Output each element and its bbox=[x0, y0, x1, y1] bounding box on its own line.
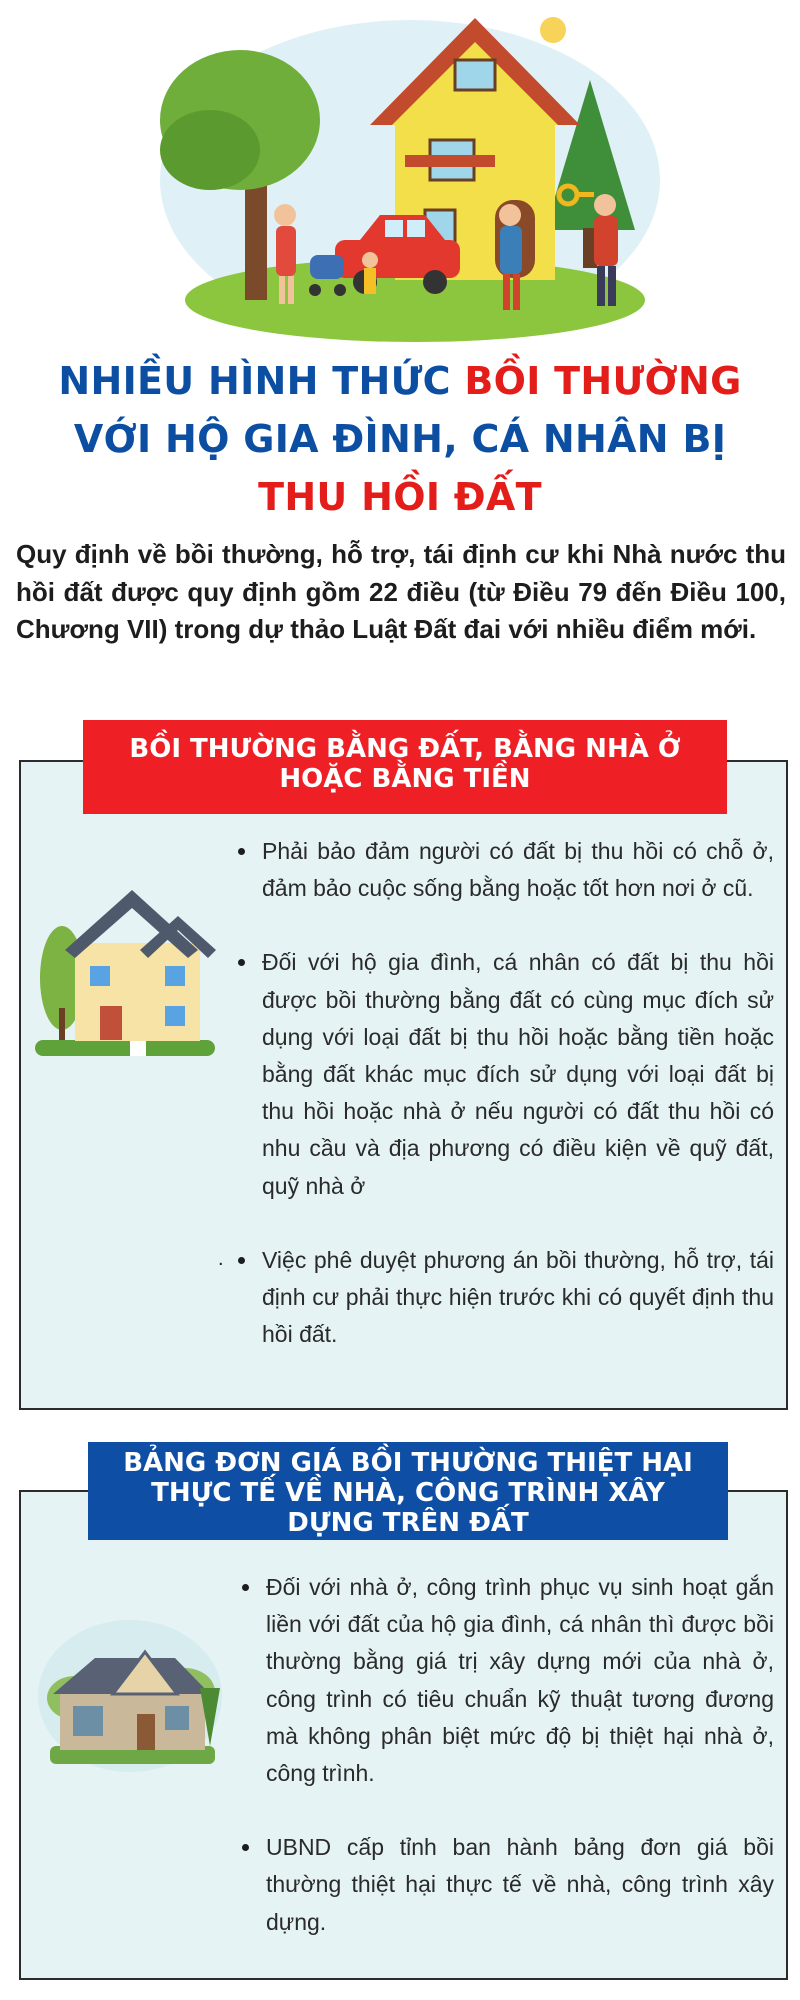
section2-bullet-list bbox=[266, 1569, 774, 1978]
house-icon bbox=[30, 888, 220, 1073]
intro-paragraph: Quy định về bồi thường, hỗ trợ, tái định cư khi Nhà nước thu hồi đất được quy định gồm 22 điều (từ Điều 79 đến Điều 100, Chương VII) trong dự thảo Luật Đất đai với nhiều điểm mới. bbox=[16, 539, 786, 644]
title-line1-b: BỒI THƯỜNG bbox=[464, 359, 742, 403]
woman-figure bbox=[274, 204, 296, 226]
section1-stray-mark: . bbox=[218, 1248, 224, 1270]
section2-heading-line1: BẢNG ĐƠN GIÁ BỒI THƯỜNG THIỆT HẠI bbox=[123, 1448, 693, 1478]
agent-figure bbox=[594, 194, 616, 216]
section1-heading bbox=[83, 720, 727, 814]
stroller-icon bbox=[310, 255, 344, 279]
section1-bullet-2: Đối với hộ gia đình, cá nhân có đất bị thu hồi được bồi thường bằng đất có cùng mục đích sử dụng với loại đất bị thu hồi hoặc bằng tiền hoặc bằng đất khác mục đích sử dụng với loại đất bị thu hồi hoặc nhà ở nếu người có đất thu hồi có nhu cầu và địa phương có điều kiện về quỹ đất, quỹ nhà ở bbox=[262, 944, 774, 1204]
title-line3: THU HỒI ĐẤT bbox=[258, 475, 542, 519]
section2-heading bbox=[88, 1442, 728, 1540]
title-line2: VỚI HỘ GIA ĐÌNH, CÁ NHÂN BỊ bbox=[73, 417, 727, 461]
section2-bullet-1: Đối với nhà ở, công trình phục vụ sinh hoạt gắn liền với đất của hộ gia đình, cá nhân thì được bồi thường bằng giá trị xây dựng mới của nhà ở, công trình có tiêu chuẩn kỹ thuật tương đương mà không phân biệt mức độ bị thiệt hại nhà ở, công trình. bbox=[266, 1569, 774, 1792]
section2-heading-line2: THỰC TẾ VỀ NHÀ, CÔNG TRÌNH XÂY bbox=[151, 1478, 665, 1508]
section2-heading-line3: DỰNG TRÊN ĐẤT bbox=[287, 1508, 529, 1538]
section1-bullet-list bbox=[262, 833, 774, 1390]
cottage-illustration bbox=[35, 1618, 225, 1783]
child-figure bbox=[362, 252, 378, 268]
section1-heading-line2: HOẶC BẰNG TIỀN bbox=[279, 764, 531, 794]
sun-icon bbox=[540, 17, 566, 43]
man-figure bbox=[499, 204, 521, 226]
section1-bullet-3: Việc phê duyệt phương án bồi thường, hỗ trợ, tái định cư phải thực hiện trước khi có quyết định thu hồi đất. bbox=[262, 1242, 774, 1354]
section2-bullet-2: UBND cấp tỉnh ban hành bảng đơn giá bồi thường thiệt hại thực tế về nhà, công trình xây dựng. bbox=[266, 1829, 774, 1941]
page-title bbox=[0, 352, 800, 526]
section1-heading-line1: BỒI THƯỜNG BẰNG ĐẤT, BẰNG NHÀ Ở bbox=[129, 734, 681, 764]
title-line1-a: NHIỀU HÌNH THỨC bbox=[58, 359, 465, 403]
section1-bullet-1: Phải bảo đảm người có đất bị thu hồi có chỗ ở, đảm bảo cuộc sống bằng hoặc tốt hơn nơi ở cũ. bbox=[262, 833, 774, 907]
hero-illustration bbox=[0, 0, 800, 350]
